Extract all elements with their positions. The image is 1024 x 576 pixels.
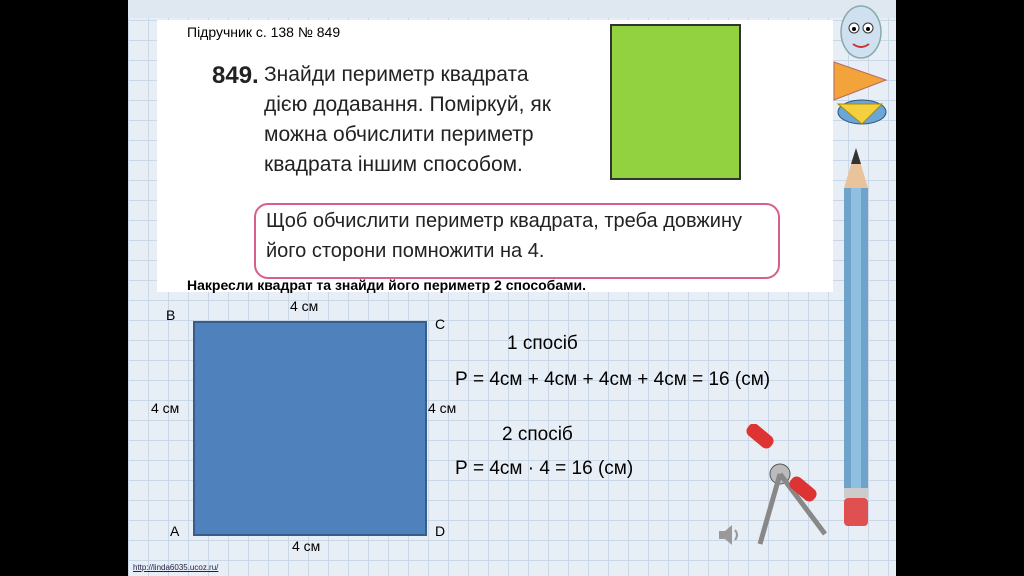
task-line: дією додавання. Поміркуй, як	[264, 93, 551, 116]
way1-title: 1 спосіб	[507, 333, 578, 354]
side-label-bottom: 4 см	[292, 538, 321, 554]
slide-top-band	[128, 0, 896, 18]
pencil-icon	[838, 148, 874, 535]
rulers-icon	[832, 60, 888, 135]
instruction-text: Накресли квадрат та знайди його периметр 2 способами.	[187, 277, 586, 293]
textbook-reference: Підручник с. 138 № 849	[187, 24, 341, 40]
task-text	[264, 60, 584, 180]
footer-url[interactable]: http://linda6035.ucoz.ru/	[133, 563, 219, 572]
vertex-c-label: C	[435, 316, 446, 332]
task-line: Знайди периметр квадрата	[264, 63, 529, 86]
side-label-top: 4 см	[290, 298, 319, 314]
vertex-a-label: A	[170, 523, 180, 539]
task-number: 849.	[212, 62, 259, 89]
way2-title: 2 спосіб	[502, 424, 573, 445]
side-label-right: 4 см	[428, 400, 457, 416]
vertex-d-label: D	[435, 523, 446, 539]
task-line: квадрата іншим способом.	[264, 153, 523, 176]
way2-formula: Р = 4см · 4 = 16 (см)	[455, 458, 634, 479]
answer-line: його сторони помножити на 4.	[266, 240, 545, 262]
way1-formula: Р = 4см + 4см + 4см + 4см = 16 (см)	[455, 369, 771, 390]
vertex-b-label: B	[166, 307, 176, 323]
side-label-left: 4 см	[151, 400, 180, 416]
green-square-figure	[610, 24, 741, 180]
compass-icon	[740, 424, 840, 559]
speaker-icon[interactable]	[715, 520, 745, 555]
task-line: можна обчислити периметр	[264, 123, 534, 146]
answer-line: Щоб обчислити периметр квадрата, треба довжину	[266, 210, 742, 232]
smiley-face-icon	[836, 2, 886, 67]
blue-square-figure	[193, 321, 427, 536]
